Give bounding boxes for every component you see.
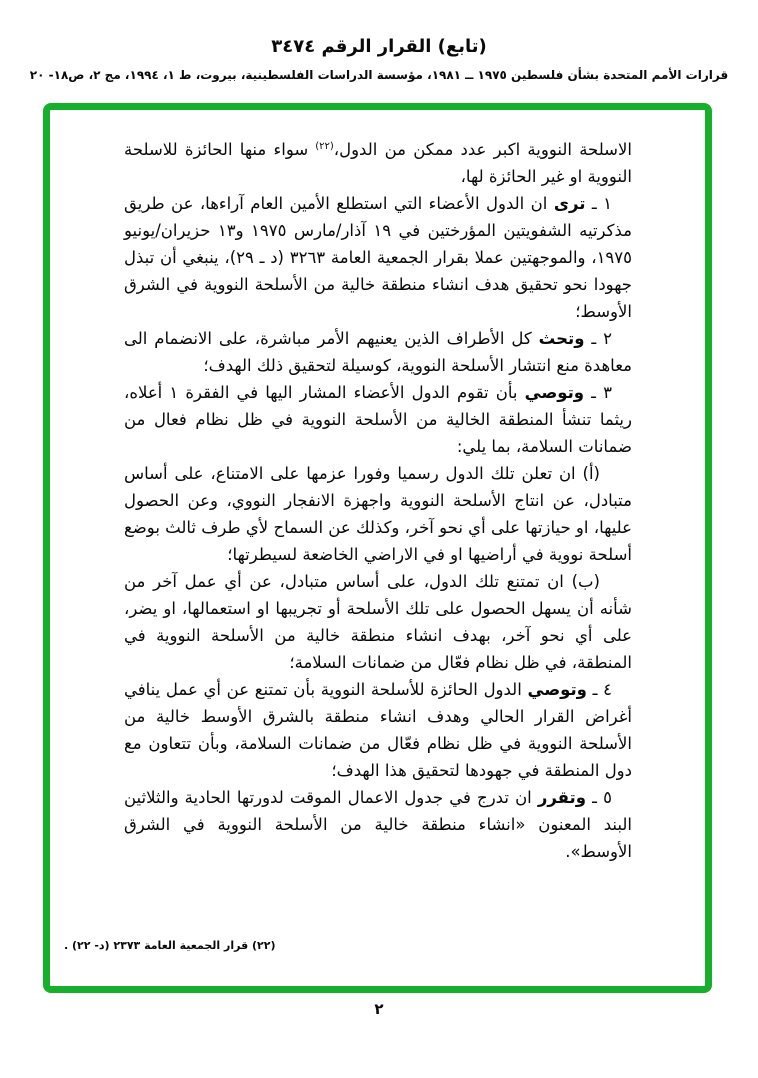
source-citation: قرارات الأمم المتحدة بشأن فلسطين ١٩٧٥ ــ ١٩٨١، مؤسسة الدراسات الفلسطينية، بيروت، ط ١، ١٩٩٤، مج ٢، ص١٨- ٢٠ bbox=[29, 68, 729, 82]
paragraph-lead-word: وتوصي bbox=[524, 383, 585, 402]
paragraph-lead-word: ترى bbox=[553, 194, 586, 213]
paragraph-lead-word: وتوصي bbox=[527, 680, 587, 699]
paragraph-lead-word: وتقرر bbox=[537, 788, 587, 807]
paragraph-lead-word: وتحث bbox=[538, 329, 585, 348]
content-frame bbox=[43, 103, 712, 993]
paragraph: (ب) ان تمتنع تلك الدول، على أساس متبادل، عن أي عمل آخر من شأنه أن يسهل الحصول على تلك الأسلحة أو تجريبها او استعمالها، او يضر، على أي نحو آخر، بهدف انشاء منطقة خالية من الأسلحة النووية في المنطقة، في ظل نظام فعّال من ضمانات السلامة؛ bbox=[124, 572, 632, 672]
document-header bbox=[0, 36, 758, 82]
paragraph: ٤ ـ وتوصي الدول الحائزة للأسلحة النووية بأن تمتنع عن أي عمل ينافي أغراض القرار الحالي وهدف انشاء منطقة بالشرق الأوسط خالية من الأسلحة النووية في ظل نظام فعّال من ضمانات السلامة، وبأن تتعاون مع دول المنطقة في جهودها لتحقيق هذا الهدف؛ bbox=[124, 680, 632, 780]
resolution-text bbox=[124, 136, 632, 865]
footnote: (٢٢) قرار الجمعية العامة ٢٣٧٣ (د- ٢٢) . bbox=[64, 939, 276, 952]
intro-text-post: سواء منها الحائزة للاسلحة النووية او غير الحائزة لها، bbox=[124, 140, 632, 186]
paragraph: ١ ـ ترى ان الدول الأعضاء التي استطلع الأمين العام آراءها، عن طريق مذكرتيه الشفويتين المؤرختين في ١٩ آذار/مارس ١٩٧٥ و١٣ حزيران/يونيو ١٩٧٥، والموجهتين عملا بقرار الجمعية العامة ٣٢٦٣ (د ـ ٢٩)، ينبغي أن تبذل جهودا نحو تحقيق هدف انشاء منطقة خالية من الأسلحة النووية في الشرق الأوسط؛ bbox=[124, 194, 633, 321]
page-number: ٢ bbox=[374, 1000, 384, 1018]
paragraph: (أ) ان تعلن تلك الدول رسميا وفورا عزمها على الامتناع، على أساس متبادل، عن انتاج الأسلحة النووية واجهزة الانفجار النووي، وعن الحصول عليها، او حيازتها على أي نحو آخر، وكذلك عن السماح لأي طرف ثالث بوضع أسلحة نووية في أراضيها او في الاراضي الخاضعة لسيطرتها؛ bbox=[124, 464, 632, 564]
document-title: (تابع) القرار الرقم ٣٤٧٤ bbox=[271, 36, 487, 57]
paragraph: ٥ ـ وتقرر ان تدرج في جدول الاعمال الموقت لدورتها الحادية والثلاثين البند المعنون «انشاء منطقة خالية من الأسلحة النووية في الشرق الأوسط». bbox=[124, 788, 632, 861]
paragraph: ٢ ـ وتحث كل الأطراف الذين يعنيهم الأمر مباشرة، على الانضمام الى معاهدة منع انتشار الأسلحة النووية، كوسيلة لتحقيق ذلك الهدف؛ bbox=[124, 329, 632, 375]
paragraph-list bbox=[124, 190, 632, 865]
footnote-ref: (٢٢) bbox=[315, 140, 334, 152]
intro-text-pre: الاسلحة النووية اكبر عدد ممكن من الدول، bbox=[333, 140, 632, 159]
paragraph: ٣ ـ وتوصي بأن تقوم الدول الأعضاء المشار اليها في الفقرة ١ أعلاه، ريثما تنشأ المنطقة الخالية من الأسلحة النووية في ظل نظام فعال من ضمانات السلامة، بما يلي: bbox=[124, 383, 632, 456]
intro-paragraph bbox=[124, 136, 632, 190]
